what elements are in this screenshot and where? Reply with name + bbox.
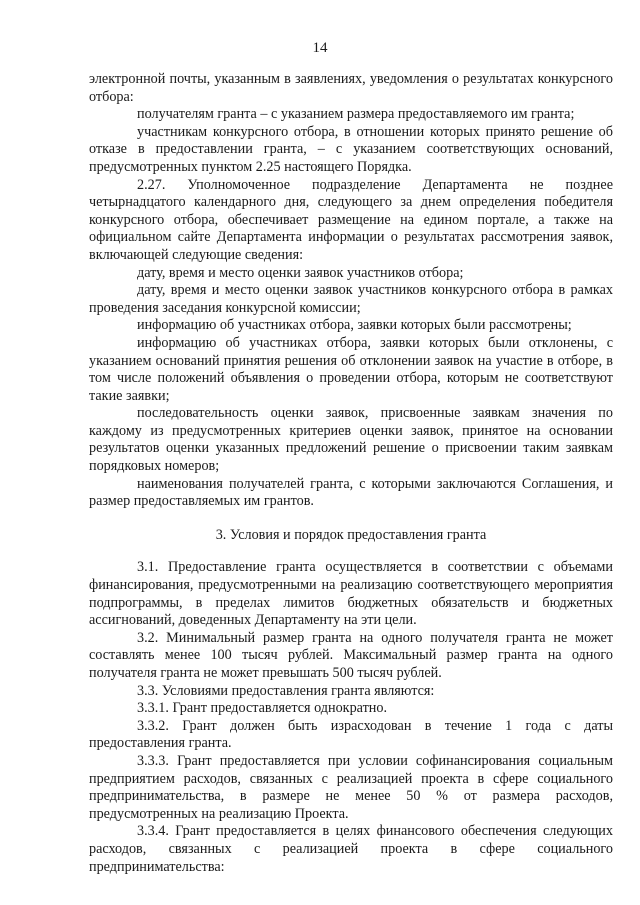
clause-3-3-3: 3.3.3. Грант предоставляется при условии софинансирования социальным предприятием расходов, связанных с реализацией проекта в сфере социального предпринимательства, в размере не менее 50 % от размера расходов, предусмотренных на реализацию Проекта. [89,752,613,822]
list-item: информацию об участниках отбора, заявки которых были рассмотрены; [137,317,572,334]
clause-3-3-1: 3.3.1. Грант предоставляется однократно. [137,700,388,717]
clause-3-3-4: 3.3.4. Грант предоставляется в целях финансового обеспечения следующих расходов, связанных с реализацией проекта в сфере социального предпринимательства: [89,823,613,875]
list-item: наименования получателей гранта, с которыми заключаются Соглашения, и размер предоставляемых им грантов. [89,475,613,510]
paragraph-continuation: электронной почты, указанным в заявлениях, уведомления о результатах конкурсного отбора: [89,71,613,105]
clause-3-3: 3.3. Условиями предоставления гранта являются: [137,682,435,699]
clause-3-1: 3.1. Предоставление гранта осуществляется в соответствии с объемами финансирования, предусмотренными на реализацию соответствующего мероприятия подпрограммы, в пределах лимитов бюджетных обязательств и бюджетных ассигнований, доведенных Департаменту на эти цели. [89,559,613,629]
list-item: участникам конкурсного отбора, в отношении которых принято решение об отказе в предоставлении гранта, – с указанием соответствующих оснований, предусмотренных пунктом 2.25 настоящего Порядка. [89,123,613,175]
list-item: последовательность оценки заявок, присвоенные заявкам значения по каждому из предусмотренных критериев оценки заявок, принятое на основании результатов оценки указанных предложений решение о присвоении таким заявкам порядковых номеров; [89,405,613,475]
section-heading: 3. Условия и порядок предоставления гранта [215,526,487,543]
clause-3-2: 3.2. Минимальный размер гранта на одного получателя гранта не может составлять менее 100 тысяч рублей. Максимальный размер гранта на одного получателя гранта не может превышать 500 тысяч рублей. [89,629,613,681]
document-body [89,71,613,876]
list-item: информацию об участниках отбора, заявки которых были отклонены, с указанием оснований принятия решения об отклонении заявок на участие в отборе, в том числе положений объявления о проведении отбора, которым не соответствуют такие заявки; [89,334,613,404]
clause-2-27: 2.27. Уполномоченное подразделение Департамента не позднее четырнадцатого календарного дня, следующего за днем определения победителя конкурсного отбора, обеспечивает размещение на едином портале, а также на официальном сайте Департамента информации о результатах рассмотрения заявок, включающей следующие сведения: [89,176,613,263]
page-number: 14 [312,40,328,56]
list-item: дату, время и место оценки заявок участников конкурсного отбора в рамках проведения заседания конкурсной комиссии; [89,282,613,316]
clause-3-3-2: 3.3.2. Грант должен быть израсходован в течение 1 года с даты предоставления гранта. [89,717,613,752]
list-item: дату, время и место оценки заявок участников отбора; [137,264,464,281]
list-item: получателям гранта – с указанием размера предоставляемого им гранта; [137,106,575,123]
